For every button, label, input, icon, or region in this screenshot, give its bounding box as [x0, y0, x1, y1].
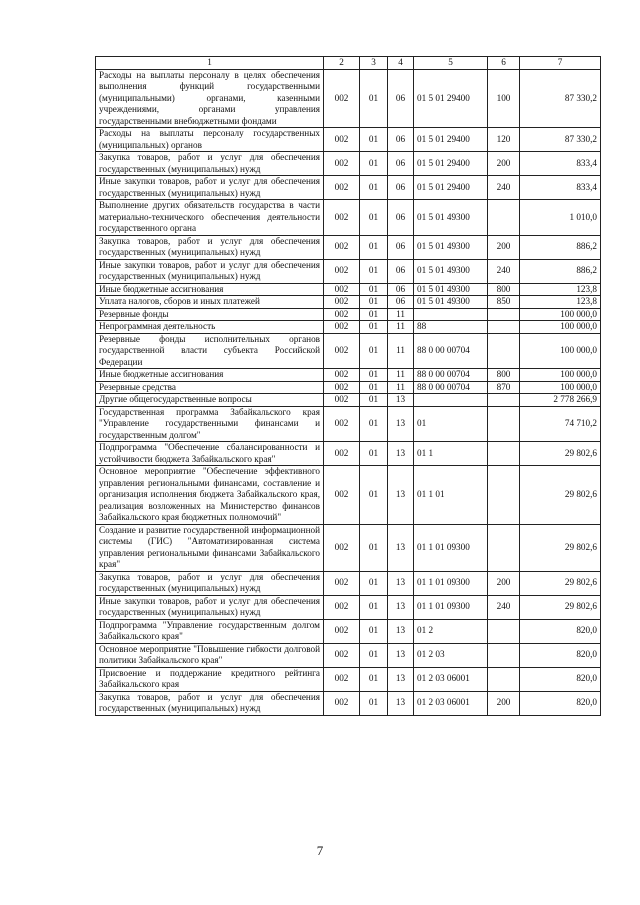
table-row	[96, 595, 601, 619]
row-amount: 820,0	[520, 691, 601, 715]
row-description: Основное мероприятие "Повышение гибкости долговой политики Забайкальского края"	[96, 643, 324, 667]
row-description: Выполнение других обязательств государства в части материально-технического обеспечения деятельности государственного органа	[96, 200, 324, 236]
row-section-code: 01	[360, 259, 388, 283]
row-amount: 29 802,6	[520, 571, 601, 595]
row-target-article: 01 1	[414, 442, 488, 466]
row-expense-type	[488, 200, 520, 236]
row-section-code: 01	[360, 333, 388, 369]
row-section-code: 01	[360, 200, 388, 236]
row-section-code: 01	[360, 369, 388, 382]
row-subsection-code: 06	[388, 200, 414, 236]
row-description: Иные закупки товаров, работ и услуг для обеспечения государственных (муниципальных) нужд	[96, 595, 324, 619]
row-expense-type: 120	[488, 128, 520, 152]
table-row	[96, 321, 601, 334]
column-number-5: 5	[414, 57, 488, 70]
row-amount: 87 330,2	[520, 128, 601, 152]
row-subsection-code: 13	[388, 394, 414, 407]
row-description: Подпрограмма "Обеспечение сбалансированности и устойчивости бюджета Забайкальского края"	[96, 442, 324, 466]
row-subsection-code: 11	[388, 308, 414, 321]
row-section-code: 01	[360, 406, 388, 442]
row-target-article	[414, 394, 488, 407]
row-section-code: 01	[360, 321, 388, 334]
row-subsection-code: 06	[388, 152, 414, 176]
row-section-code: 01	[360, 643, 388, 667]
row-expense-type: 100	[488, 69, 520, 128]
table-row	[96, 69, 601, 128]
row-admin-code: 002	[324, 176, 360, 200]
row-admin-code: 002	[324, 691, 360, 715]
row-admin-code: 002	[324, 152, 360, 176]
column-number-header-row	[96, 57, 601, 70]
row-amount: 833,4	[520, 152, 601, 176]
row-admin-code: 002	[324, 394, 360, 407]
row-section-code: 01	[360, 152, 388, 176]
row-subsection-code: 13	[388, 524, 414, 571]
row-expense-type	[488, 524, 520, 571]
row-subsection-code: 13	[388, 406, 414, 442]
row-amount: 2 778 266,9	[520, 394, 601, 407]
row-target-article: 01 1 01	[414, 466, 488, 525]
row-section-code: 01	[360, 442, 388, 466]
row-admin-code: 002	[324, 406, 360, 442]
row-expense-type	[488, 466, 520, 525]
budget-table	[95, 56, 601, 716]
row-subsection-code: 11	[388, 321, 414, 334]
row-section-code: 01	[360, 691, 388, 715]
row-target-article: 01 2 03 06001	[414, 691, 488, 715]
row-amount: 833,4	[520, 176, 601, 200]
row-subsection-code: 11	[388, 369, 414, 382]
row-section-code: 01	[360, 619, 388, 643]
row-description: Иные бюджетные ассигнования	[96, 283, 324, 296]
row-expense-type	[488, 394, 520, 407]
row-amount: 820,0	[520, 667, 601, 691]
row-target-article: 01 2 03 06001	[414, 667, 488, 691]
row-target-article: 01 5 01 49300	[414, 283, 488, 296]
row-target-article: 01 1 01 09300	[414, 571, 488, 595]
page-number: 7	[316, 843, 324, 858]
row-admin-code: 002	[324, 381, 360, 394]
row-description: Резервные фонды исполнительных органов государственной власти субъекта Российской Федерации	[96, 333, 324, 369]
row-subsection-code: 13	[388, 595, 414, 619]
row-target-article: 88 0 00 00704	[414, 333, 488, 369]
row-expense-type: 200	[488, 571, 520, 595]
row-admin-code: 002	[324, 235, 360, 259]
row-description: Иные бюджетные ассигнования	[96, 369, 324, 382]
row-section-code: 01	[360, 283, 388, 296]
row-target-article: 01	[414, 406, 488, 442]
row-admin-code: 002	[324, 442, 360, 466]
row-expense-type	[488, 308, 520, 321]
row-expense-type: 200	[488, 235, 520, 259]
row-expense-type: 240	[488, 259, 520, 283]
table-row	[96, 571, 601, 595]
row-subsection-code: 06	[388, 176, 414, 200]
row-admin-code: 002	[324, 595, 360, 619]
table-row	[96, 235, 601, 259]
column-number-7: 7	[520, 57, 601, 70]
row-expense-type	[488, 667, 520, 691]
table-row	[96, 333, 601, 369]
row-expense-type: 800	[488, 283, 520, 296]
row-subsection-code: 11	[388, 381, 414, 394]
row-expense-type: 200	[488, 691, 520, 715]
table-row	[96, 259, 601, 283]
table-row	[96, 176, 601, 200]
row-amount: 74 710,2	[520, 406, 601, 442]
row-description: Подпрограмма "Управление государственным долгом Забайкальского края"	[96, 619, 324, 643]
row-description: Создание и развитие государственной информационной системы (ГИС) "Автоматизированная система управления региональными финансами Забайкальского края"	[96, 524, 324, 571]
row-amount: 29 802,6	[520, 442, 601, 466]
row-description: Иные закупки товаров, работ и услуг для обеспечения государственных (муниципальных) нужд	[96, 259, 324, 283]
row-expense-type: 850	[488, 296, 520, 309]
row-admin-code: 002	[324, 643, 360, 667]
row-admin-code: 002	[324, 128, 360, 152]
row-section-code: 01	[360, 571, 388, 595]
row-target-article: 01 1 01 09300	[414, 524, 488, 571]
row-description: Закупка товаров, работ и услуг для обеспечения государственных (муниципальных) нужд	[96, 152, 324, 176]
row-target-article: 01 2	[414, 619, 488, 643]
table-row	[96, 691, 601, 715]
row-description: Закупка товаров, работ и услуг для обеспечения государственных (муниципальных) нужд	[96, 691, 324, 715]
row-subsection-code: 06	[388, 128, 414, 152]
table-row	[96, 283, 601, 296]
row-amount: 886,2	[520, 235, 601, 259]
row-subsection-code: 06	[388, 235, 414, 259]
table-row	[96, 369, 601, 382]
row-amount: 100 000,0	[520, 369, 601, 382]
row-admin-code: 002	[324, 667, 360, 691]
row-expense-type: 240	[488, 595, 520, 619]
row-section-code: 01	[360, 394, 388, 407]
table-row	[96, 381, 601, 394]
row-description: Закупка товаров, работ и услуг для обеспечения государственных (муниципальных) нужд	[96, 571, 324, 595]
table-row	[96, 442, 601, 466]
table-row	[96, 466, 601, 525]
row-target-article: 88 0 00 00704	[414, 381, 488, 394]
row-subsection-code: 06	[388, 283, 414, 296]
row-admin-code: 002	[324, 283, 360, 296]
row-expense-type: 800	[488, 369, 520, 382]
row-subsection-code: 13	[388, 466, 414, 525]
row-admin-code: 002	[324, 571, 360, 595]
row-amount: 100 000,0	[520, 381, 601, 394]
row-subsection-code: 11	[388, 333, 414, 369]
row-target-article: 01 5 01 29400	[414, 128, 488, 152]
row-target-article: 01 2 03	[414, 643, 488, 667]
table-row	[96, 619, 601, 643]
row-expense-type: 870	[488, 381, 520, 394]
row-target-article: 88 0 00 00704	[414, 369, 488, 382]
column-number-1: 1	[96, 57, 324, 70]
row-admin-code: 002	[324, 308, 360, 321]
row-target-article	[414, 308, 488, 321]
row-section-code: 01	[360, 524, 388, 571]
row-expense-type	[488, 442, 520, 466]
row-admin-code: 002	[324, 466, 360, 525]
column-number-4: 4	[388, 57, 414, 70]
row-subsection-code: 06	[388, 259, 414, 283]
row-admin-code: 002	[324, 369, 360, 382]
row-admin-code: 002	[324, 200, 360, 236]
row-section-code: 01	[360, 128, 388, 152]
row-subsection-code: 13	[388, 442, 414, 466]
row-subsection-code: 06	[388, 69, 414, 128]
table-row	[96, 152, 601, 176]
row-description: Иные закупки товаров, работ и услуг для обеспечения государственных (муниципальных) нужд	[96, 176, 324, 200]
row-amount: 123,8	[520, 296, 601, 309]
row-target-article: 01 5 01 49300	[414, 259, 488, 283]
budget-table-body	[96, 57, 601, 716]
row-amount: 123,8	[520, 283, 601, 296]
row-admin-code: 002	[324, 296, 360, 309]
column-number-2: 2	[324, 57, 360, 70]
table-row	[96, 394, 601, 407]
table-row	[96, 308, 601, 321]
row-section-code: 01	[360, 466, 388, 525]
row-expense-type	[488, 406, 520, 442]
row-amount: 100 000,0	[520, 333, 601, 369]
table-row	[96, 524, 601, 571]
row-expense-type	[488, 619, 520, 643]
row-amount: 100 000,0	[520, 308, 601, 321]
row-admin-code: 002	[324, 321, 360, 334]
column-number-6: 6	[488, 57, 520, 70]
row-target-article: 01 5 01 49300	[414, 296, 488, 309]
table-row	[96, 128, 601, 152]
row-description: Закупка товаров, работ и услуг для обеспечения государственных (муниципальных) нужд	[96, 235, 324, 259]
row-amount: 29 802,6	[520, 595, 601, 619]
row-description: Уплата налогов, сборов и иных платежей	[96, 296, 324, 309]
column-number-3: 3	[360, 57, 388, 70]
row-amount: 29 802,6	[520, 524, 601, 571]
row-subsection-code: 13	[388, 667, 414, 691]
row-description: Резервные фонды	[96, 308, 324, 321]
row-target-article: 01 5 01 49300	[414, 235, 488, 259]
row-target-article: 01 5 01 49300	[414, 200, 488, 236]
row-amount: 87 330,2	[520, 69, 601, 128]
table-row	[96, 643, 601, 667]
row-section-code: 01	[360, 595, 388, 619]
row-expense-type	[488, 333, 520, 369]
row-admin-code: 002	[324, 619, 360, 643]
row-description: Расходы на выплаты персоналу в целях обеспечения выполнения функций государственными (муниципальными) органами, казенными учреждениями, органами управления государственными внебюджетными фондами	[96, 69, 324, 128]
row-subsection-code: 06	[388, 296, 414, 309]
row-expense-type: 240	[488, 176, 520, 200]
row-amount: 820,0	[520, 619, 601, 643]
row-description: Государственная программа Забайкальского края "Управление государственными финансами и государственным долгом"	[96, 406, 324, 442]
row-subsection-code: 13	[388, 643, 414, 667]
row-target-article: 88	[414, 321, 488, 334]
row-admin-code: 002	[324, 524, 360, 571]
row-subsection-code: 13	[388, 691, 414, 715]
row-subsection-code: 13	[388, 571, 414, 595]
table-row	[96, 406, 601, 442]
table-row	[96, 296, 601, 309]
row-target-article: 01 5 01 29400	[414, 176, 488, 200]
row-section-code: 01	[360, 296, 388, 309]
row-description: Другие общегосударственные вопросы	[96, 394, 324, 407]
row-expense-type	[488, 643, 520, 667]
row-description: Непрограммная деятельность	[96, 321, 324, 334]
row-amount: 886,2	[520, 259, 601, 283]
row-subsection-code: 13	[388, 619, 414, 643]
row-description: Основное мероприятие "Обеспечение эффективного управления региональными финансами, составление и организация исполнения бюджета Забайкальского края, реализация возложенных на Министерство финансов Забайкальского края бюджетных полномочий"	[96, 466, 324, 525]
row-section-code: 01	[360, 667, 388, 691]
row-admin-code: 002	[324, 259, 360, 283]
row-target-article: 01 1 01 09300	[414, 595, 488, 619]
table-row	[96, 667, 601, 691]
table-row	[96, 200, 601, 236]
row-section-code: 01	[360, 308, 388, 321]
row-target-article: 01 5 01 29400	[414, 69, 488, 128]
row-amount: 29 802,6	[520, 466, 601, 525]
row-amount: 100 000,0	[520, 321, 601, 334]
row-description: Расходы на выплаты персоналу государственных (муниципальных) органов	[96, 128, 324, 152]
row-section-code: 01	[360, 381, 388, 394]
row-target-article: 01 5 01 29400	[414, 152, 488, 176]
row-description: Резервные средства	[96, 381, 324, 394]
row-section-code: 01	[360, 176, 388, 200]
row-section-code: 01	[360, 235, 388, 259]
row-expense-type	[488, 321, 520, 334]
row-amount: 1 010,0	[520, 200, 601, 236]
row-admin-code: 002	[324, 69, 360, 128]
row-amount: 820,0	[520, 643, 601, 667]
row-description: Присвоение и поддержание кредитного рейтинга Забайкальского края	[96, 667, 324, 691]
row-expense-type: 200	[488, 152, 520, 176]
row-admin-code: 002	[324, 333, 360, 369]
row-section-code: 01	[360, 69, 388, 128]
